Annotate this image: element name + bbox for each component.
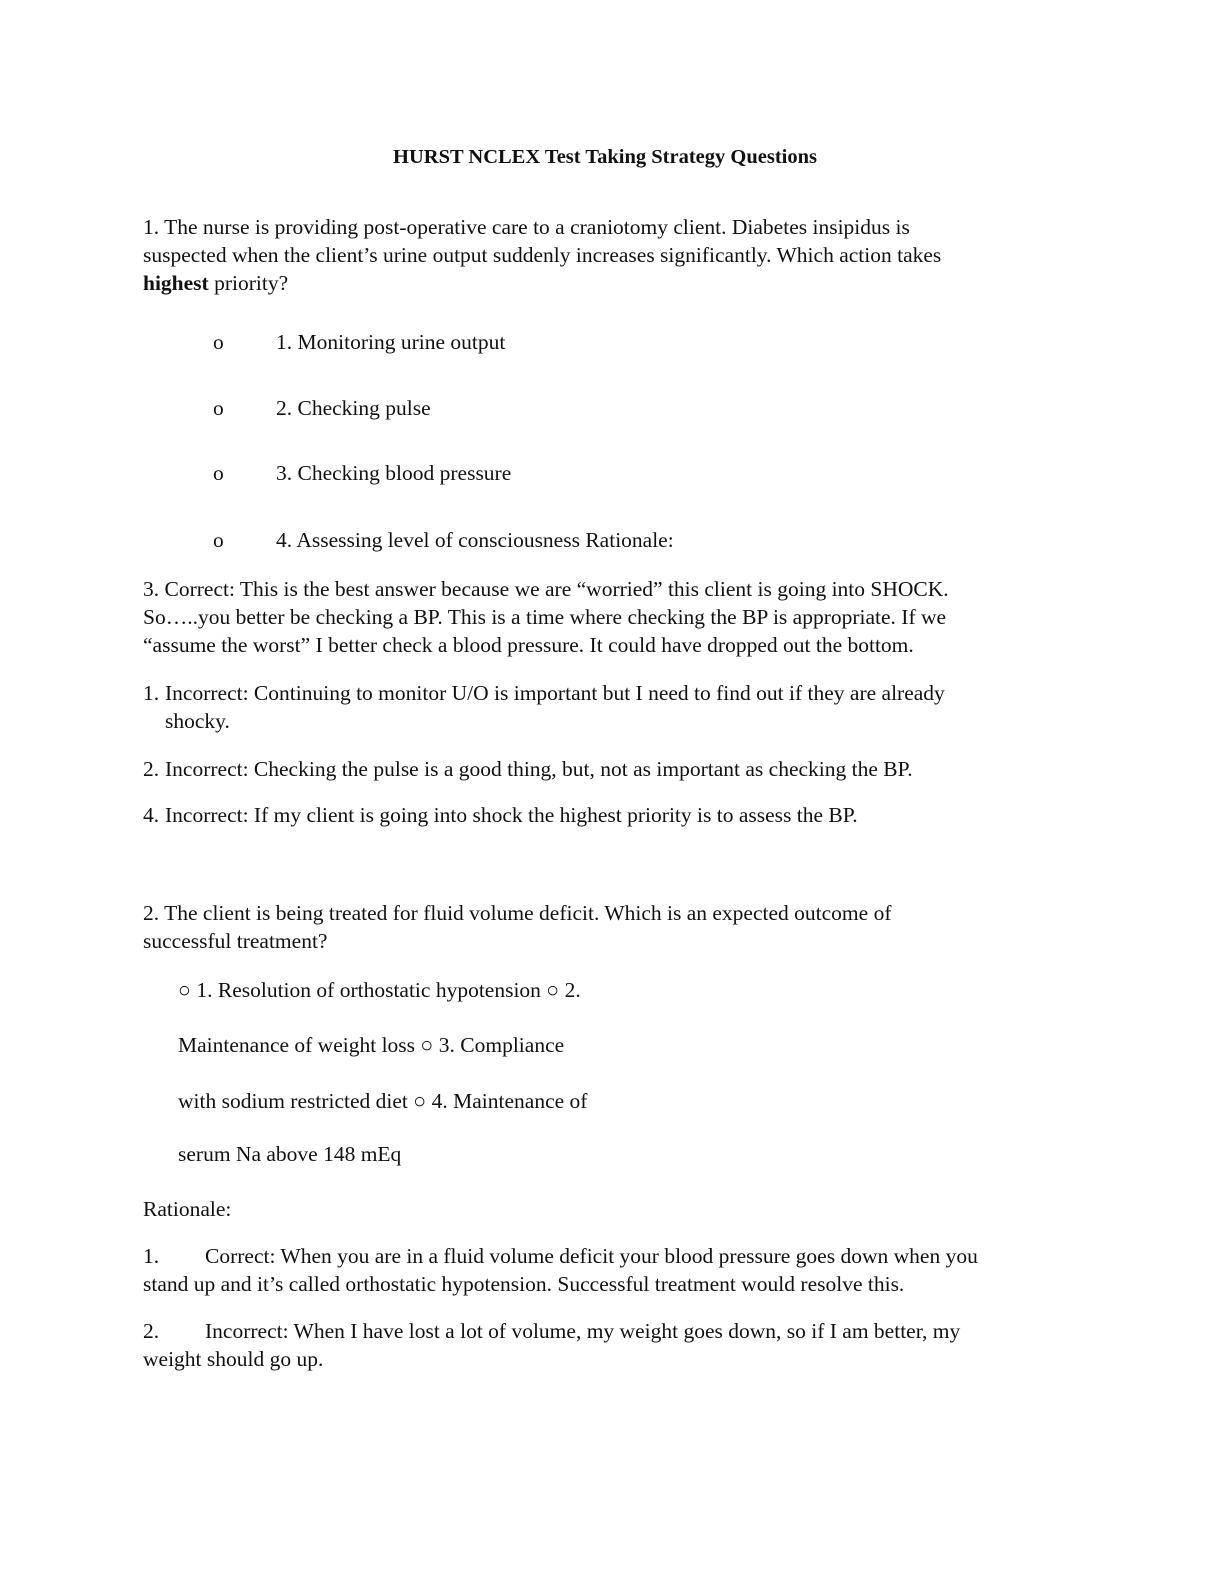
q2-rationale-2-line-1: Incorrect: When I have lost a lot of volume, my weight goes down, so if I am better, my — [205, 1319, 961, 1343]
q2-rationale-1-line-2: stand up and it’s called orthostatic hypotension. Successful treatment would resolve this. — [143, 1272, 905, 1296]
q2-option-line-3: with sodium restricted diet ○ 4. Maintenance of — [178, 1089, 588, 1113]
q1-incorrect-2-num: 2. — [143, 757, 160, 781]
q2-rationale-2-line-2: weight should go up. — [143, 1347, 324, 1371]
q1-correct-line-2: So…..you better be checking a BP. This is a time where checking the BP is appropriate. If we — [143, 605, 947, 629]
q1-stem-end: priority? — [208, 271, 289, 295]
q1-incorrect-2-line-1: Incorrect: Checking the pulse is a good thing, but, not as important as checking the BP. — [165, 757, 913, 781]
q2-option-line-2: Maintenance of weight loss ○ 3. Compliance — [178, 1033, 565, 1057]
q2-option-line-4: serum Na above 148 mEq — [178, 1142, 402, 1166]
q1-option-4-bullet: o — [213, 528, 224, 552]
q1-stem-line-3 — [143, 269, 288, 297]
q1-option-3: 3. Checking blood pressure — [276, 461, 512, 485]
q1-correct-line-1: 3. Correct: This is the best answer because we are “worried” this client is going into SHOCK. — [143, 577, 949, 601]
q2-option-line-1: ○ 1. Resolution of orthostatic hypotension ○ 2. — [178, 978, 581, 1002]
q1-correct-line-3: “assume the worst” I better check a blood pressure. It could have dropped out the bottom. — [143, 633, 914, 657]
q1-option-2-bullet: o — [213, 396, 224, 420]
q1-stem-emphasis: highest — [143, 271, 209, 295]
q2-rationale-label: Rationale: — [143, 1197, 232, 1221]
q1-incorrect-3-num: 4. — [143, 803, 160, 827]
q1-option-1: 1. Monitoring urine output — [276, 330, 506, 354]
q1-option-3-bullet: o — [213, 461, 224, 485]
q2-rationale-2-num: 2. — [143, 1319, 160, 1343]
q2-stem-line-2: successful treatment? — [143, 929, 328, 953]
q2-stem-line-1: 2. The client is being treated for fluid volume deficit. Which is an expected outcome of — [143, 901, 892, 925]
q1-stem-line-1: 1. The nurse is providing post-operative care to a craniotomy client. Diabetes insipidus is — [143, 215, 910, 239]
q1-option-4: 4. Assessing level of consciousness Rationale: — [276, 528, 674, 552]
q1-option-1-bullet: o — [213, 330, 224, 354]
page-title: HURST NCLEX Test Taking Strategy Questions — [393, 146, 817, 168]
q1-incorrect-1-line-1: Incorrect: Continuing to monitor U/O is important but I need to find out if they are already — [165, 681, 945, 705]
q1-stem-line-2: suspected when the client’s urine output suddenly increases significantly. Which action takes — [143, 243, 942, 267]
q2-rationale-1-num: 1. — [143, 1244, 160, 1268]
q2-rationale-1-line-1: Correct: When you are in a fluid volume deficit your blood pressure goes down when you — [205, 1244, 978, 1268]
q1-option-2: 2. Checking pulse — [276, 396, 431, 420]
q1-incorrect-1-num: 1. — [143, 681, 160, 705]
q1-incorrect-3-line-1: Incorrect: If my client is going into shock the highest priority is to assess the BP. — [165, 803, 858, 827]
q1-incorrect-1-line-2: shocky. — [165, 709, 230, 733]
